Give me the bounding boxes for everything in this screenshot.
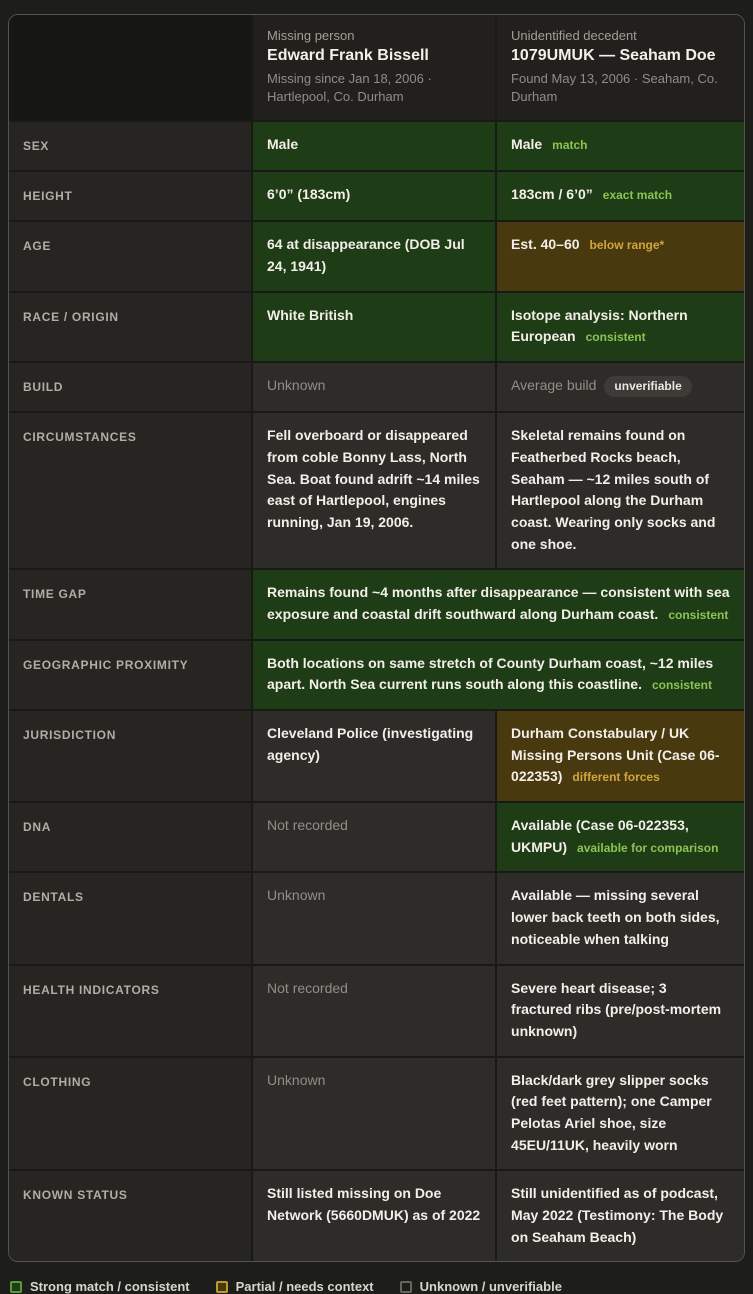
table-row-dna xyxy=(9,803,744,873)
legend-item-strong xyxy=(10,1279,190,1294)
row-label: RACE / ORIGIN xyxy=(23,309,119,324)
strong-match-swatch-icon xyxy=(10,1281,22,1293)
missing-person-role: Missing person xyxy=(267,28,355,43)
table-row-jurisdiction xyxy=(9,711,744,803)
health-left-cell: Not recorded xyxy=(253,966,497,1058)
row-label: DENTALS xyxy=(23,890,84,905)
table-row-time-gap xyxy=(9,570,744,640)
clothing-left-cell: Unknown xyxy=(253,1058,497,1172)
header-row xyxy=(9,15,744,122)
partial-tag: different forces xyxy=(572,770,660,785)
partial-match-swatch-icon xyxy=(216,1281,228,1293)
jurisdiction-left-cell: Cleveland Police (investigating agency) xyxy=(253,711,497,803)
table-row-dentals xyxy=(9,873,744,965)
table-row-health-indicators xyxy=(9,966,744,1058)
unverifiable-badge: unverifiable xyxy=(604,376,691,397)
comparison-table xyxy=(9,15,744,1261)
table-row-known-status xyxy=(9,1171,744,1261)
decedent-header xyxy=(497,15,744,122)
row-label: KNOWN STATUS xyxy=(23,1188,128,1203)
table-row-build xyxy=(9,363,744,413)
table-row-age xyxy=(9,222,744,292)
table-row-sex xyxy=(9,122,744,172)
row-label: CLOTHING xyxy=(23,1074,92,1089)
missing-person-detail: Missing since Jan 18, 2006 · Hartlepool, Co. Durham xyxy=(267,71,432,105)
health-right-cell: Severe heart disease; 3 fractured ribs (pre/post-mortem unknown) xyxy=(497,966,744,1058)
row-label: AGE xyxy=(23,239,52,254)
height-right-cell: 183cm / 6’0” exact match xyxy=(497,172,744,222)
table-row-race-origin xyxy=(9,293,744,363)
race-right-cell: Isotope analysis: Northern European consistent xyxy=(497,293,744,363)
match-tag: exact match xyxy=(602,188,673,203)
match-tag: consistent xyxy=(585,330,646,345)
legend-label: Partial / needs context xyxy=(235,1279,374,1294)
dna-left-cell: Not recorded xyxy=(253,803,497,873)
table-row-height xyxy=(9,172,744,222)
table-row-clothing xyxy=(9,1058,744,1172)
legend-item-partial xyxy=(216,1279,374,1294)
decedent-role: Unidentified decedent xyxy=(511,28,637,43)
legend-item-unknown xyxy=(400,1279,562,1294)
row-label: TIME GAP xyxy=(23,587,87,602)
row-label: CIRCUMSTANCES xyxy=(23,430,137,445)
row-label: SEX xyxy=(23,139,50,154)
row-label: JURISDICTION xyxy=(23,728,117,742)
age-right-cell: Est. 40–60 below range* xyxy=(497,222,744,292)
decedent-detail: Found May 13, 2006 · Seaham, Co. Durham xyxy=(511,71,718,105)
build-right-cell: Average build unverifiable xyxy=(497,363,744,413)
missing-person-header xyxy=(253,15,497,122)
match-tag: match xyxy=(552,138,588,153)
time-gap-merged-cell: Remains found ~4 months after disappearance — consistent with sea exposure and coastal drift southward along Durham coast. consistent xyxy=(253,570,744,640)
circumstances-left-cell: Fell overboard or disappeared from coble Bonny Lass, North Sea. Boat found adrift ~14 miles east of Hartlepool, engines running, Jan 19, 2006. xyxy=(253,413,497,570)
partial-tag: below range* xyxy=(589,238,665,253)
sex-left-cell: Male xyxy=(253,122,497,172)
row-label: HEIGHT xyxy=(23,189,73,204)
dna-right-cell: Available (Case 06-022353, UKMPU) available for comparison xyxy=(497,803,744,873)
row-label: HEALTH INDICATORS xyxy=(23,982,160,997)
circumstances-right-cell: Skeletal remains found on Featherbed Rocks beach, Seaham — ~12 miles south of Hartlepool along the Durham coast. Wearing only socks and one shoe. xyxy=(497,413,744,570)
jurisdiction-right-cell: Durham Constabulary / UK Missing Persons Unit (Case 06-022353) different forces xyxy=(497,711,744,803)
build-left-cell: Unknown xyxy=(253,363,497,413)
legend-label: Strong match / consistent xyxy=(30,1279,190,1294)
legend-label: Unknown / unverifiable xyxy=(419,1279,562,1294)
race-left-cell: White British xyxy=(253,293,497,363)
match-tag: consistent xyxy=(651,678,712,693)
legend xyxy=(8,1262,745,1294)
geographic-proximity-merged-cell: Both locations on same stretch of County Durham coast, ~12 miles apart. North Sea current runs south along this coastline. consistent xyxy=(253,641,744,711)
height-left-cell: 6’0” (183cm) xyxy=(253,172,497,222)
unknown-swatch-icon xyxy=(400,1281,412,1293)
decedent-name: 1079UMUK — Seaham Doe xyxy=(511,47,716,64)
row-label: BUILD xyxy=(23,380,64,395)
row-label: GEOGRAPHIC PROXIMITY xyxy=(23,657,189,672)
dentals-right-cell: Available — missing several lower back teeth on both sides, noticeable when talking xyxy=(497,873,744,965)
known-status-left-cell: Still listed missing on Doe Network (5660DMUK) as of 2022 xyxy=(253,1171,497,1261)
corner-cell xyxy=(9,15,253,122)
match-tag: available for comparison xyxy=(577,840,719,855)
match-tag: consistent xyxy=(668,607,729,622)
missing-person-name: Edward Frank Bissell xyxy=(267,47,429,64)
sex-right-cell: Male match xyxy=(497,122,744,172)
clothing-right-cell: Black/dark grey slipper socks (red feet pattern); one Camper Pelotas Ariel shoe, size 45EU/11UK, heavily worn xyxy=(497,1058,744,1172)
table-row-circumstances xyxy=(9,413,744,570)
table-row-geographic-proximity xyxy=(9,641,744,711)
known-status-right-cell: Still unidentified as of podcast, May 2022 (Testimony: The Body on Seaham Beach) xyxy=(497,1171,744,1261)
row-label: DNA xyxy=(23,820,52,835)
age-left-cell: 64 at disappearance (DOB Jul 24, 1941) xyxy=(253,222,497,292)
comparison-table-container xyxy=(8,14,745,1262)
dentals-left-cell: Unknown xyxy=(253,873,497,965)
